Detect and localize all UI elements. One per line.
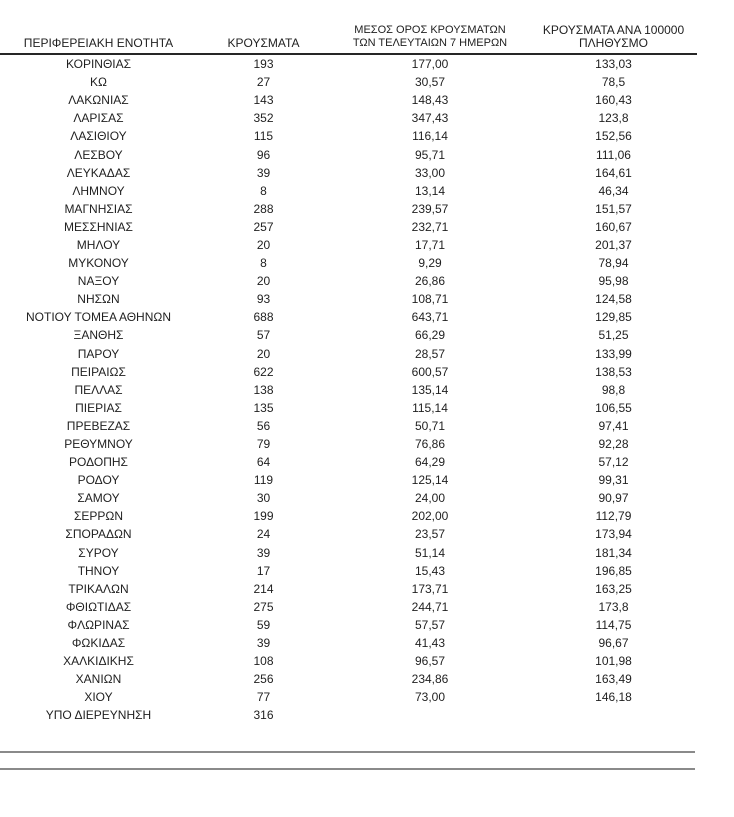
col-header-regional-unit: [0, 24, 197, 54]
table-row: [0, 272, 697, 290]
table-row: [0, 670, 697, 688]
cases-cell: 20: [256, 346, 271, 361]
per-100000-cell: 95,98: [598, 274, 629, 289]
cases-cell: 288: [253, 201, 274, 216]
table-header: [0, 24, 697, 54]
col-header-cases-per-100000-line1: ΚΡΟΥΣΜΑΤΑ ΑΝΑ 100000: [542, 23, 685, 37]
region-cell: ΛΑΡΙΣΑΣ: [73, 111, 124, 126]
cases-cell: 79: [256, 437, 271, 452]
avg-7-days-cell: 96,57: [414, 654, 446, 669]
table-row: [0, 54, 697, 73]
footer-rule-top: [0, 751, 695, 753]
cases-cell: 39: [256, 545, 271, 560]
region-cell: ΜΕΣΣΗΝΙΑΣ: [64, 219, 133, 234]
table-row: [0, 363, 697, 381]
cases-cell: 8: [260, 183, 267, 198]
table-row: [0, 182, 697, 200]
per-100000-cell: 146,18: [595, 690, 632, 705]
avg-7-days-cell: 643,71: [411, 310, 449, 325]
per-100000-cell: 97,41: [598, 418, 629, 433]
per-100000-cell: 123,8: [598, 111, 629, 126]
table-body: [0, 54, 697, 724]
footer-rule-bottom: [0, 768, 695, 770]
region-cell: ΦΛΩΡΙΝΑΣ: [67, 617, 130, 632]
region-cell: ΡΟΔΟΥ: [77, 473, 120, 488]
avg-7-days-cell: 202,00: [411, 509, 449, 524]
col-header-regional-unit-label: ΠΕΡΙΦΕΡΕΙΑΚΗ ΕΝΟΤΗΤΑ: [23, 36, 174, 50]
cases-cell: 214: [253, 581, 274, 596]
col-header-cases-per-100000: [530, 24, 697, 54]
region-cell: ΠΡΕΒΕΖΑΣ: [66, 418, 131, 433]
table-row: [0, 562, 697, 580]
table-row: [0, 381, 697, 399]
per-100000-cell: 111,06: [596, 147, 631, 162]
region-cell: ΣΕΡΡΩΝ: [73, 509, 124, 524]
per-100000-cell: 138,53: [595, 364, 632, 379]
cases-cell: 138: [253, 382, 274, 397]
cases-cell: 56: [256, 418, 271, 433]
region-cell: ΚΩ: [90, 75, 107, 90]
cases-cell: 59: [256, 617, 271, 632]
cases-cell: 8: [260, 256, 267, 271]
cases-cell: 135: [253, 400, 274, 415]
table-row: [0, 200, 697, 218]
cases-cell: 17: [256, 563, 271, 578]
cases-cell: 119: [253, 473, 274, 488]
per-100000-cell: 96,67: [598, 636, 629, 651]
per-100000-cell: 160,67: [595, 219, 632, 234]
per-100000-cell: 90,97: [598, 491, 629, 506]
per-100000-cell: 112,79: [595, 509, 632, 524]
cases-cell: 193: [253, 57, 274, 72]
per-100000-cell: 57,12: [598, 455, 629, 470]
avg-7-days-cell: 57,57: [414, 617, 446, 632]
table-row: [0, 652, 697, 670]
region-cell: ΝΟΤΙΟΥ ΤΟΜΕΑ ΑΘΗΝΩΝ: [25, 310, 172, 325]
per-100000-cell: 101,98: [595, 654, 632, 669]
per-100000-cell: 163,25: [595, 581, 632, 596]
cases-cell: 27: [256, 75, 271, 90]
table-row: [0, 145, 697, 163]
cases-cell: 688: [253, 310, 274, 325]
table-row: [0, 706, 697, 724]
avg-7-days-cell: 173,71: [411, 581, 449, 596]
cases-cell: 20: [256, 237, 271, 252]
per-100000-cell: 201,37: [595, 237, 632, 252]
table-row: [0, 616, 697, 634]
avg-7-days-cell: 148,43: [411, 93, 449, 108]
avg-7-days-cell: 116,14: [412, 129, 448, 144]
region-cell: ΝΑΞΟΥ: [77, 274, 120, 289]
region-cell: ΝΗΣΩΝ: [77, 292, 120, 307]
avg-7-days-cell: 64,29: [414, 455, 446, 470]
per-100000-cell: 173,94: [595, 527, 632, 542]
table-row: [0, 544, 697, 562]
per-100000-cell: 181,34: [595, 545, 632, 560]
cases-cell: 143: [253, 93, 274, 108]
region-cell: ΛΑΣΙΘΙΟΥ: [70, 129, 127, 144]
avg-7-days-cell: 26,86: [414, 274, 446, 289]
region-cell: ΡΟΔΟΠΗΣ: [69, 455, 128, 470]
cases-table: [0, 24, 697, 724]
col-header-cases-per-100000-line2: ΠΛΗΘΥΣΜΟ: [578, 36, 649, 50]
table-row: [0, 417, 697, 435]
avg-7-days-cell: 177,00: [411, 57, 449, 72]
avg-7-days-cell: 76,86: [414, 437, 446, 452]
table-row: [0, 109, 697, 127]
region-cell: ΠΕΛΛΑΣ: [74, 382, 123, 397]
col-header-cases-label: ΚΡΟΥΣΜΑΤΑ: [227, 36, 300, 50]
avg-7-days-cell: 347,43: [411, 111, 449, 126]
region-cell: ΧΑΝΙΩΝ: [75, 672, 122, 687]
region-cell: ΠΙΕΡΙΑΣ: [75, 400, 122, 415]
table-row: [0, 73, 697, 91]
region-cell: ΞΑΝΘΗΣ: [73, 328, 124, 343]
table-row: [0, 236, 697, 254]
cases-cell: 199: [253, 509, 274, 524]
table-row: [0, 489, 697, 507]
per-100000-cell: 163,49: [595, 672, 632, 687]
cases-cell: 39: [256, 165, 271, 180]
cases-cell: 64: [256, 455, 271, 470]
avg-7-days-cell: 73,00: [414, 690, 446, 705]
cases-cell: 256: [253, 672, 274, 687]
col-header-avg-7-days-line1: ΜΕΣΟΣ ΟΡΟΣ ΚΡΟΥΣΜΑΤΩΝ: [354, 24, 506, 36]
region-cell: ΦΩΚΙΔΑΣ: [71, 636, 126, 651]
per-100000-cell: 51,25: [598, 328, 629, 343]
cases-cell: 115: [253, 129, 274, 144]
region-cell: ΣΠΟΡΑΔΩΝ: [65, 527, 132, 542]
cases-cell: 57: [256, 328, 271, 343]
region-cell: ΠΑΡΟΥ: [77, 346, 120, 361]
table-row: [0, 525, 697, 543]
per-100000-cell: 114,75: [595, 617, 632, 632]
avg-7-days-cell: 66,29: [414, 328, 446, 343]
avg-7-days-cell: 244,71: [411, 599, 449, 614]
header-row: [0, 24, 697, 54]
per-100000-cell: 133,99: [595, 346, 632, 361]
per-100000-cell: 129,85: [595, 310, 632, 325]
avg-7-days-cell: 232,71: [411, 219, 449, 234]
col-header-cases: [197, 24, 330, 54]
per-100000-cell: [530, 706, 697, 724]
table-row: [0, 598, 697, 616]
cases-cell: 24: [256, 527, 271, 542]
table-row: [0, 688, 697, 706]
cases-cell: 275: [253, 599, 274, 614]
avg-7-days-cell: 24,00: [414, 491, 446, 506]
region-cell: ΣΥΡΟΥ: [78, 545, 119, 560]
region-cell: ΚΟΡΙΝΘΙΑΣ: [65, 57, 132, 72]
table-row: [0, 399, 697, 417]
table-row: [0, 453, 697, 471]
avg-7-days-cell: 108,71: [411, 292, 449, 307]
region-cell: ΛΑΚΩΝΙΑΣ: [68, 93, 129, 108]
table-row: [0, 127, 697, 145]
table-row: [0, 471, 697, 489]
region-cell: ΥΠΟ ΔΙΕΡΕΥΝΗΣΗ: [45, 708, 152, 723]
per-100000-cell: 124,58: [595, 292, 632, 307]
avg-7-days-cell: 33,00: [414, 165, 446, 180]
region-cell: ΜΗΛΟΥ: [76, 237, 121, 252]
region-cell: ΜΑΓΝΗΣΙΑΣ: [64, 201, 133, 216]
table-row: [0, 308, 697, 326]
cases-cell: 93: [256, 292, 271, 307]
per-100000-cell: 196,85: [595, 563, 632, 578]
region-cell: ΛΕΥΚΑΔΑΣ: [66, 165, 131, 180]
avg-7-days-cell: 125,14: [411, 473, 449, 488]
avg-7-days-cell: 234,86: [411, 672, 449, 687]
region-cell: ΣΑΜΟΥ: [77, 491, 120, 506]
table-row: [0, 326, 697, 344]
per-100000-cell: 133,03: [595, 57, 632, 72]
per-100000-cell: 106,55: [595, 400, 632, 415]
avg-7-days-cell: 115,14: [412, 400, 448, 415]
table-row: [0, 290, 697, 308]
cases-cell: 108: [253, 654, 274, 669]
table-row: [0, 218, 697, 236]
per-100000-cell: 92,28: [598, 437, 629, 452]
cases-cell: 622: [253, 364, 274, 379]
col-header-avg-7-days: [330, 24, 530, 54]
table-row: [0, 580, 697, 598]
avg-7-days-cell: 13,14: [414, 183, 446, 198]
table-row: [0, 91, 697, 109]
avg-7-days-cell: 15,43: [414, 563, 446, 578]
avg-7-days-cell: 51,14: [414, 545, 446, 560]
per-100000-cell: 173,8: [598, 599, 629, 614]
cases-cell: 39: [256, 636, 271, 651]
per-100000-cell: 46,34: [598, 183, 629, 198]
avg-7-days-cell: 9,29: [418, 256, 442, 271]
cases-cell: 20: [256, 274, 271, 289]
region-cell: ΡΕΘΥΜΝΟΥ: [64, 437, 133, 452]
region-cell: ΛΕΣΒΟΥ: [74, 147, 123, 162]
col-header-avg-7-days-line2: ΤΩΝ ΤΕΛΕΥΤΑΙΩΝ 7 ΗΜΕΡΩΝ: [352, 37, 508, 49]
region-cell: ΠΕΙΡΑΙΩΣ: [71, 364, 126, 379]
cases-cell: 257: [253, 219, 274, 234]
cases-cell: 352: [253, 111, 274, 126]
avg-7-days-cell: [330, 706, 530, 724]
per-100000-cell: 78,5: [601, 75, 626, 90]
region-cell: ΜΥΚΟΝΟΥ: [68, 256, 129, 271]
avg-7-days-cell: 41,43: [414, 636, 446, 651]
avg-7-days-cell: 239,57: [411, 201, 449, 216]
cases-cell: 96: [256, 147, 271, 162]
region-cell: ΦΘΙΩΤΙΔΑΣ: [65, 599, 132, 614]
avg-7-days-cell: 600,57: [411, 364, 449, 379]
region-cell: ΤΗΝΟΥ: [77, 563, 120, 578]
avg-7-days-cell: 135,14: [411, 382, 449, 397]
table-row: [0, 345, 697, 363]
avg-7-days-cell: 95,71: [414, 147, 446, 162]
region-cell: ΧΙΟΥ: [84, 690, 113, 705]
region-cell: ΤΡΙΚΑΛΩΝ: [68, 581, 129, 596]
per-100000-cell: 164,61: [595, 165, 632, 180]
region-cell: ΧΑΛΚΙΔΙΚΗΣ: [63, 654, 134, 669]
region-cell: ΛΗΜΝΟΥ: [72, 183, 125, 198]
avg-7-days-cell: 30,57: [414, 75, 446, 90]
avg-7-days-cell: 17,71: [414, 237, 446, 252]
avg-7-days-cell: 50,71: [414, 418, 446, 433]
cases-cell: 316: [253, 708, 274, 723]
table-row: [0, 164, 697, 182]
per-100000-cell: 151,57: [595, 201, 632, 216]
table-row: [0, 435, 697, 453]
per-100000-cell: 152,56: [595, 129, 632, 144]
table-row: [0, 254, 697, 272]
per-100000-cell: 78,94: [598, 256, 629, 271]
avg-7-days-cell: 28,57: [414, 346, 446, 361]
table-row: [0, 507, 697, 525]
cases-cell: 30: [256, 491, 271, 506]
table-row: [0, 634, 697, 652]
per-100000-cell: 99,31: [598, 473, 629, 488]
per-100000-cell: 98,8: [601, 382, 626, 397]
per-100000-cell: 160,43: [595, 93, 632, 108]
cases-cell: 77: [256, 690, 271, 705]
avg-7-days-cell: 23,57: [414, 527, 446, 542]
